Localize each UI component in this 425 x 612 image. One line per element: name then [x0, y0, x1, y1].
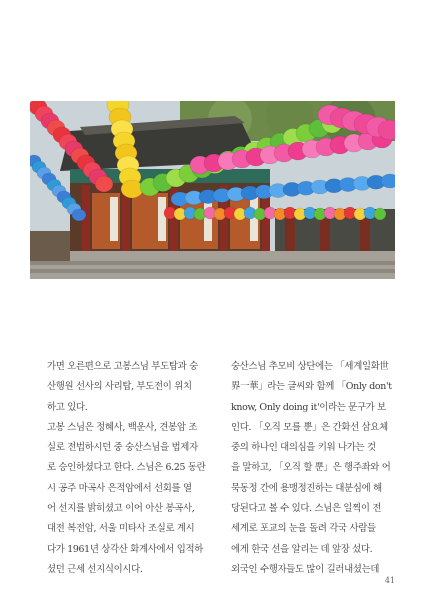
- lantern: [121, 180, 143, 198]
- text-line: 가면 오른편으로 고봉스님 부도탑과 숭: [47, 361, 198, 372]
- text-line: 산행원 선사의 사리탑, 부도전이 위치: [47, 381, 192, 393]
- text-line: 숭산스님 추모비 상단에는 「세계일화世: [231, 361, 389, 372]
- text-line: 에게 한국 선을 알리는 데 앞장 섰다.: [231, 543, 373, 555]
- text-line: 시 공주 마곡사 은적암에서 선회를 열: [47, 482, 192, 494]
- lantern-photo-illustration: [30, 101, 395, 279]
- text-line: 로 승인하셨다고 한다. 스님은 6.25 동란: [47, 462, 206, 474]
- text-line: 고봉 스님은 정혜사, 백운사, 견봉암 조: [47, 421, 198, 433]
- lantern: [95, 176, 113, 192]
- lantern: [374, 208, 386, 220]
- text-line: 셨던 근세 선지식이시다.: [47, 563, 143, 575]
- text-line: 을 말하고, 「오직 할 뿐」은 행주좌와 어: [231, 462, 391, 474]
- text-line: 界一華」라는 글씨와 함께 「Only don't: [231, 381, 392, 393]
- text-line: 다가 1961년 상각산 화계사에서 입적하: [47, 543, 203, 555]
- text-line: 어 선지를 밝히셨고 이어 아산 봉곡사,: [47, 503, 195, 515]
- page-number: 41: [384, 576, 395, 585]
- text-line: 대전 복전암, 서울 미타사 조실로 계시: [47, 523, 195, 535]
- text-line: 외국인 수행자들도 많이 길러내셨는데: [231, 563, 380, 575]
- text-line: 실로 전법하시던 중 숭산스님을 법제자: [47, 442, 198, 454]
- temple-lantern-photo: [30, 101, 395, 279]
- lantern: [72, 209, 86, 221]
- text-line: 중의 하나인 대의심을 키워 나가는 것: [231, 442, 376, 454]
- text-line: 묵동정 간에 용맹정진하는 대분심에 해: [231, 482, 382, 494]
- text-line: 당된다고 볼 수 있다. 스님은 일찍이 전: [231, 503, 382, 515]
- text-line: 세계로 포교의 눈을 돌려 각국 사람들: [231, 523, 376, 535]
- left-text-column: [47, 357, 212, 580]
- text-line: 하고 있다.: [47, 401, 88, 413]
- text-line: 인다. 「오직 모를 뿐」은 간화선 삼요체: [231, 421, 388, 433]
- text-line: know, Only doing it'이라는 문구가 보: [231, 401, 386, 413]
- right-text-column: [231, 357, 396, 580]
